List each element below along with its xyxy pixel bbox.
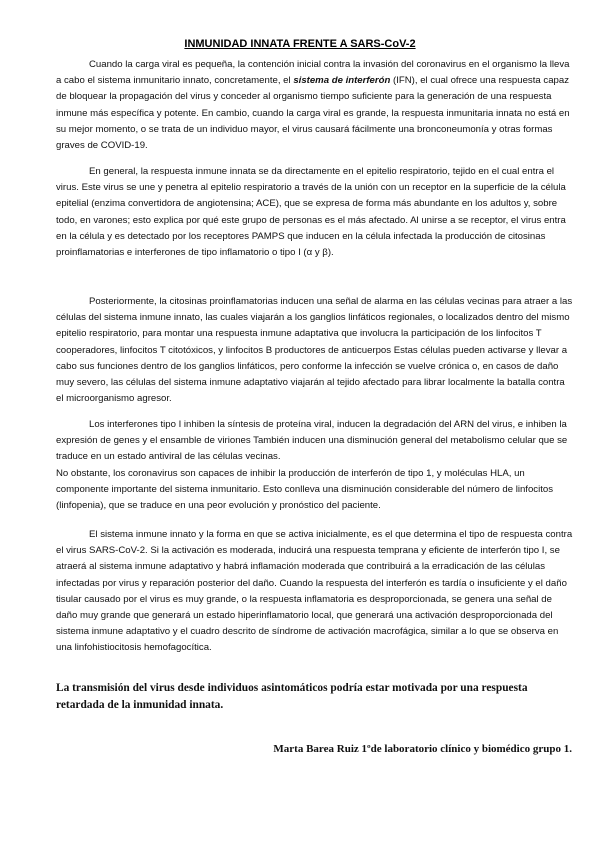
paragraph-coronavirus-inhibition: No obstante, los coronavirus son capaces de inhibir la producción de interferón de tipo 1, y moléculas HLA, un componente importante del sistema inmunitario. Esto conlleva una disminución considerable del número de linfocitos (linfopenia), que se traduce en una peor evolución y pronóstico del paciente. <box>56 468 554 512</box>
paragraph-innate-activation: El sistema inmune innato y la forma en que se activa inicialmente, es el que determina el tipo de respuesta contra el virus SARS-CoV-2. Si la activación es moderada, inducirá una respuesta temprana y eficiente de interferón tipo I, se atraerá al sistema inmune adaptativo y habrá inflamación moderada que contribuirá a la erradicación de las células infectadas por virus y reparación posterior del daño. Cuando la respuesta del interferón es tardía o insuficiente y el daño tisular causado por el virus es muy grande, o la respuesta inflamatoria es desproporcionada, se genera una señal de daño muy grande que generará un estado hiperinflamatorio local, que generará una activación desproporcionada del sistema inmune adaptativo y el cuadro descrito de síndrome de activación macrofágica, similar a lo que se observa en una linfohistiocitosis hemofagocítica. <box>56 529 573 654</box>
paragraph-proinflammatory-cytokines: Posteriormente, la citosinas proinflamatorias inducen una señal de alarma en las células vecinas para atraer a las células del sistema inmune innato, las cuales viajarán a los ganglios linfáticos regionales, o localizados dentro del mismo epitelio respiratorio, para montar una respuesta inmune adaptativa que involucra la participación de los linfocitos T cooperadores, linfocitos T citotóxicos, y linfocitos B productores de anticuerpos Estas células pueden activarse y llevar a cabo sus funciones dentro de los ganglios linfáticos, pero conforme la infección se vuelve crónica o, en casos de daño muy severo, las células del sistema inmune adaptativo viajarán al tejido afectado para librar localmente la batalla contra el microorganismo agresor. <box>56 296 573 405</box>
document-title: INMUNIDAD INNATA FRENTE A SARS-CoV-2 <box>184 38 416 50</box>
conclusion-text: La transmisión del virus desde individuos asintomáticos podría estar motivada por una respuesta retardada de la inmunidad innata. <box>56 682 528 711</box>
paragraph-interferon-intro <box>56 57 574 154</box>
paragraph-text: Cuando la carga viral es pequeña, la contención inicial contra la invasión del coronavirus en el organismo la lleva a cabo el sistema inmunitario innato, concretamente, el <box>56 59 570 87</box>
paragraph-interferon-type-one: Los interferones tipo I inhiben la síntesis de proteína viral, inducen la degradación del ARN del virus, e inhiben la expresión de genes y el ensamble de viriones También inducen una disminución general del metabolismo celular que se traduce en un estado antiviral de las células vecinas. <box>56 419 568 463</box>
paragraph-respiratory-epithelium: En general, la respuesta inmune innata se da directamente en el epitelio respiratorio, tejido en el cual entra el virus. Este virus se une y penetra al epitelio respiratorio a través de la unión con un receptor en la superficie de la célula epitelial (enzima convertidora de angiotensina; ACE), que se expresa de forma más abundante en los adultos y, sobre todo, en varones; esto explica por qué este grupo de personas es el más afectado. Al unirse a se receptor, el virus entra en la célula y es detectado por los receptores PAMPS que inducen en la célula infectada la producción de citosinas proinflamatorias e interferones de tipo inflamatorio o tipo I (α y β). <box>56 166 566 259</box>
paragraph-text: (IFN), el cual ofrece una respuesta capaz de bloquear la propagación del virus y conceder al organismo tiempo suficiente para la generación de una respuesta inmune más específica y potente. En cambio, cuando la carga viral es grande, la respuesta inmunitaria innata no está en su mejor momento, o se trata de un individuo mayor, el virus causará fácilmente una bronconeumonía y otras formas graves de COVID-19. <box>56 75 570 152</box>
emphasis-interferon-system: sistema de interferón <box>293 75 391 87</box>
author-signature: Marta Barea Ruiz 1ºde laboratorio clínico y biomédico grupo 1. <box>273 743 572 755</box>
